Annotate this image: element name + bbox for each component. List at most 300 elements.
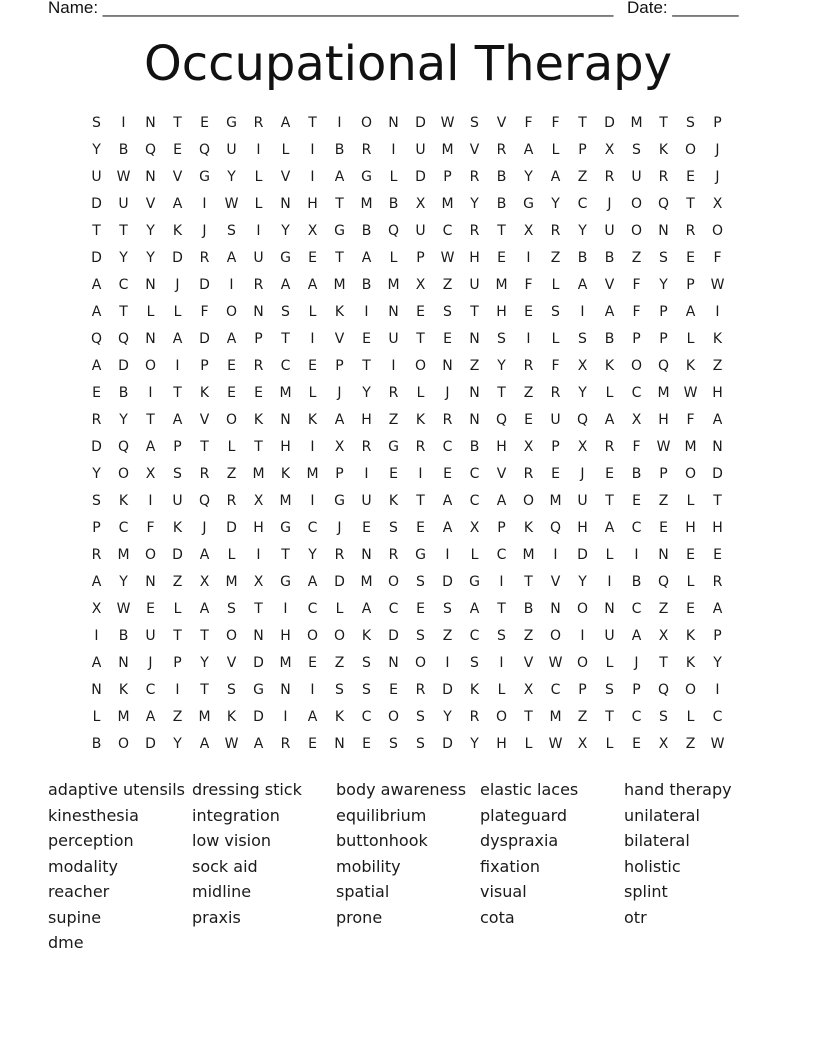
grid-letter[interactable]: T — [308, 115, 317, 131]
grid-letter[interactable]: B — [631, 574, 642, 590]
grid-letter[interactable]: A — [604, 520, 615, 536]
grid-letter[interactable]: L — [605, 547, 614, 563]
grid-letter[interactable]: D — [199, 331, 210, 347]
grid-letter[interactable]: R — [523, 466, 534, 482]
grid-letter[interactable]: B — [388, 196, 399, 212]
grid-letter[interactable]: T — [686, 196, 695, 212]
grid-letter[interactable]: T — [416, 493, 425, 509]
grid-letter[interactable]: R — [496, 142, 507, 158]
grid-letter[interactable]: A — [280, 115, 291, 131]
grid-letter[interactable]: Y — [470, 736, 479, 752]
grid-letter[interactable]: J — [175, 277, 180, 293]
grid-letter[interactable]: S — [443, 304, 452, 320]
grid-letter[interactable]: Z — [631, 250, 642, 266]
grid-letter[interactable]: N — [658, 547, 669, 563]
grid-letter[interactable]: B — [361, 277, 372, 293]
grid-letter[interactable]: C — [631, 709, 642, 725]
grid-letter[interactable]: A — [145, 439, 156, 455]
grid-letter[interactable]: A — [91, 277, 102, 293]
grid-letter[interactable]: Z — [523, 628, 534, 644]
grid-letter[interactable]: B — [469, 439, 480, 455]
grid-letter[interactable]: Q — [657, 574, 670, 590]
grid-letter[interactable]: O — [414, 358, 427, 374]
grid-letter[interactable]: A — [199, 547, 210, 563]
grid-letter[interactable]: X — [658, 628, 669, 644]
grid-letter[interactable]: O — [117, 736, 130, 752]
grid-letter[interactable]: V — [469, 142, 480, 158]
grid-letter[interactable]: Z — [685, 736, 696, 752]
grid-letter[interactable]: I — [364, 466, 369, 482]
grid-letter[interactable]: L — [254, 196, 263, 212]
grid-letter[interactable]: H — [496, 304, 507, 320]
grid-letter[interactable]: S — [605, 682, 614, 698]
grid-letter[interactable]: A — [307, 574, 318, 590]
grid-letter[interactable]: M — [441, 196, 454, 212]
grid-letter[interactable]: X — [469, 520, 480, 536]
grid-letter[interactable]: L — [92, 709, 101, 725]
grid-letter[interactable]: X — [658, 736, 669, 752]
grid-letter[interactable]: C — [469, 466, 480, 482]
grid-letter[interactable]: K — [604, 358, 615, 374]
grid-letter[interactable]: I — [148, 385, 153, 401]
grid-letter[interactable]: P — [686, 277, 695, 293]
grid-letter[interactable]: S — [281, 304, 290, 320]
grid-letter[interactable]: C — [361, 709, 372, 725]
grid-letter[interactable]: G — [199, 169, 210, 185]
grid-letter[interactable]: S — [659, 709, 668, 725]
grid-letter[interactable]: A — [226, 250, 237, 266]
grid-letter[interactable]: P — [659, 331, 668, 347]
grid-letter[interactable]: T — [713, 493, 722, 509]
grid-letter[interactable]: J — [715, 169, 720, 185]
grid-letter[interactable]: Z — [577, 709, 588, 725]
grid-letter[interactable]: A — [91, 304, 102, 320]
grid-letter[interactable]: D — [118, 358, 129, 374]
grid-letter[interactable]: L — [605, 736, 614, 752]
grid-letter[interactable]: N — [604, 601, 615, 617]
grid-letter[interactable]: K — [712, 331, 723, 347]
grid-letter[interactable]: F — [632, 304, 641, 320]
grid-letter[interactable]: T — [497, 223, 506, 239]
grid-letter[interactable]: G — [334, 223, 345, 239]
grid-letter[interactable]: I — [310, 169, 315, 185]
grid-letter[interactable]: N — [280, 682, 291, 698]
grid-letter[interactable]: Z — [334, 655, 345, 671]
grid-letter[interactable]: I — [175, 682, 180, 698]
grid-letter[interactable]: A — [172, 196, 183, 212]
grid-letter[interactable]: M — [522, 547, 535, 563]
grid-letter[interactable]: Z — [469, 358, 480, 374]
grid-letter[interactable]: A — [334, 412, 345, 428]
grid-letter[interactable]: C — [442, 439, 453, 455]
grid-letter[interactable]: F — [200, 304, 209, 320]
grid-letter[interactable]: T — [362, 358, 371, 374]
grid-letter[interactable]: H — [496, 736, 507, 752]
grid-letter[interactable]: P — [254, 331, 263, 347]
grid-letter[interactable]: X — [577, 439, 588, 455]
grid-letter[interactable]: U — [415, 223, 426, 239]
grid-letter[interactable]: T — [281, 331, 290, 347]
grid-letter[interactable]: S — [416, 736, 425, 752]
grid-letter[interactable]: I — [418, 466, 423, 482]
grid-letter[interactable]: T — [173, 628, 182, 644]
grid-letter[interactable]: O — [684, 142, 697, 158]
grid-letter[interactable]: Y — [470, 196, 479, 212]
grid-letter[interactable]: E — [308, 655, 317, 671]
grid-letter[interactable]: I — [202, 196, 207, 212]
grid-letter[interactable]: P — [335, 466, 344, 482]
grid-letter[interactable]: J — [202, 520, 207, 536]
grid-letter[interactable]: O — [360, 115, 373, 131]
grid-letter[interactable]: H — [496, 439, 507, 455]
grid-letter[interactable]: H — [577, 520, 588, 536]
grid-letter[interactable]: D — [253, 655, 264, 671]
grid-letter[interactable]: R — [199, 250, 210, 266]
grid-letter[interactable]: L — [389, 250, 398, 266]
grid-letter[interactable]: E — [389, 466, 398, 482]
grid-letter[interactable]: L — [686, 574, 695, 590]
grid-letter[interactable]: E — [146, 601, 155, 617]
grid-letter[interactable]: E — [227, 385, 236, 401]
grid-letter[interactable]: P — [443, 169, 452, 185]
grid-letter[interactable]: Z — [712, 358, 723, 374]
grid-letter[interactable]: W — [710, 736, 725, 752]
grid-letter[interactable]: K — [685, 655, 696, 671]
grid-letter[interactable]: Q — [495, 412, 508, 428]
grid-letter[interactable]: A — [91, 574, 102, 590]
grid-letter[interactable]: E — [362, 331, 371, 347]
grid-letter[interactable]: Y — [308, 547, 317, 563]
grid-letter[interactable]: T — [254, 601, 263, 617]
grid-letter[interactable]: M — [441, 142, 454, 158]
grid-letter[interactable]: Y — [443, 709, 452, 725]
grid-letter[interactable]: I — [94, 628, 99, 644]
grid-letter[interactable]: B — [604, 250, 615, 266]
grid-letter[interactable]: M — [495, 277, 508, 293]
grid-letter[interactable]: J — [337, 520, 342, 536]
grid-letter[interactable]: X — [307, 223, 318, 239]
grid-letter[interactable]: N — [712, 439, 723, 455]
grid-letter[interactable]: N — [469, 385, 480, 401]
grid-letter[interactable]: A — [442, 493, 453, 509]
grid-letter[interactable]: Q — [657, 682, 670, 698]
grid-letter[interactable]: L — [335, 601, 344, 617]
grid-letter[interactable]: K — [388, 493, 399, 509]
grid-letter[interactable]: K — [469, 682, 480, 698]
grid-letter[interactable]: R — [415, 439, 426, 455]
grid-letter[interactable]: R — [253, 115, 264, 131]
grid-letter[interactable]: I — [526, 250, 531, 266]
grid-letter[interactable]: E — [686, 547, 695, 563]
grid-letter[interactable]: P — [713, 628, 722, 644]
grid-letter[interactable]: Y — [92, 466, 101, 482]
grid-letter[interactable]: Z — [388, 412, 399, 428]
grid-letter[interactable]: B — [631, 466, 642, 482]
grid-letter[interactable]: L — [605, 655, 614, 671]
grid-letter[interactable]: S — [389, 520, 398, 536]
grid-letter[interactable]: D — [442, 736, 453, 752]
grid-letter[interactable]: S — [335, 682, 344, 698]
grid-letter[interactable]: P — [713, 115, 722, 131]
grid-letter[interactable]: I — [580, 304, 585, 320]
grid-letter[interactable]: Z — [226, 466, 237, 482]
grid-letter[interactable]: L — [227, 439, 236, 455]
grid-letter[interactable]: F — [551, 115, 560, 131]
grid-letter[interactable]: O — [144, 358, 157, 374]
grid-letter[interactable]: S — [92, 115, 101, 131]
grid-letter[interactable]: K — [307, 412, 318, 428]
grid-letter[interactable]: B — [604, 331, 615, 347]
grid-letter[interactable]: V — [145, 196, 156, 212]
grid-letter[interactable]: E — [713, 547, 722, 563]
grid-letter[interactable]: K — [172, 223, 183, 239]
grid-letter[interactable]: N — [442, 358, 453, 374]
grid-letter[interactable]: J — [634, 655, 639, 671]
grid-letter[interactable]: R — [226, 493, 237, 509]
grid-letter[interactable]: I — [256, 142, 261, 158]
grid-letter[interactable]: E — [686, 169, 695, 185]
grid-letter[interactable]: W — [116, 601, 131, 617]
grid-letter[interactable]: G — [253, 682, 264, 698]
grid-letter[interactable]: N — [388, 115, 399, 131]
grid-letter[interactable]: M — [252, 466, 265, 482]
grid-letter[interactable]: Y — [173, 736, 182, 752]
grid-letter[interactable]: M — [549, 493, 562, 509]
grid-letter[interactable]: U — [226, 142, 237, 158]
grid-letter[interactable]: T — [335, 196, 344, 212]
grid-letter[interactable]: A — [469, 601, 480, 617]
grid-letter[interactable]: S — [227, 682, 236, 698]
grid-letter[interactable]: I — [445, 547, 450, 563]
grid-letter[interactable]: W — [224, 196, 239, 212]
grid-letter[interactable]: R — [253, 358, 264, 374]
grid-letter[interactable]: N — [469, 412, 480, 428]
grid-letter[interactable]: O — [144, 547, 157, 563]
grid-letter[interactable]: A — [280, 277, 291, 293]
grid-letter[interactable]: O — [711, 223, 724, 239]
grid-letter[interactable]: P — [551, 439, 560, 455]
grid-letter[interactable]: N — [469, 331, 480, 347]
grid-letter[interactable]: F — [524, 277, 533, 293]
grid-letter[interactable]: F — [713, 250, 722, 266]
grid-letter[interactable]: P — [497, 520, 506, 536]
grid-letter[interactable]: M — [279, 493, 292, 509]
grid-letter[interactable]: W — [548, 736, 563, 752]
grid-letter[interactable]: I — [283, 601, 288, 617]
date-field-label[interactable]: Date: _______ — [627, 0, 739, 17]
grid-letter[interactable]: Y — [578, 385, 587, 401]
grid-letter[interactable]: I — [175, 358, 180, 374]
grid-letter[interactable]: N — [145, 574, 156, 590]
grid-letter[interactable]: Q — [657, 196, 670, 212]
grid-letter[interactable]: C — [469, 493, 480, 509]
grid-letter[interactable]: N — [253, 628, 264, 644]
grid-letter[interactable]: A — [172, 331, 183, 347]
grid-letter[interactable]: Z — [658, 601, 669, 617]
grid-letter[interactable]: K — [226, 709, 237, 725]
grid-letter[interactable]: O — [495, 709, 508, 725]
grid-letter[interactable]: T — [497, 601, 506, 617]
grid-letter[interactable]: G — [280, 250, 291, 266]
grid-letter[interactable]: G — [334, 493, 345, 509]
grid-letter[interactable]: L — [686, 493, 695, 509]
grid-letter[interactable]: V — [172, 169, 183, 185]
grid-letter[interactable]: G — [226, 115, 237, 131]
grid-letter[interactable]: R — [388, 547, 399, 563]
grid-letter[interactable]: L — [551, 142, 560, 158]
grid-letter[interactable]: L — [389, 169, 398, 185]
grid-letter[interactable]: E — [92, 385, 101, 401]
grid-letter[interactable]: M — [549, 709, 562, 725]
grid-letter[interactable]: Z — [442, 277, 453, 293]
grid-letter[interactable]: C — [307, 520, 318, 536]
grid-letter[interactable]: E — [389, 682, 398, 698]
grid-letter[interactable]: A — [523, 142, 534, 158]
grid-letter[interactable]: Y — [200, 655, 209, 671]
grid-letter[interactable]: J — [337, 385, 342, 401]
grid-letter[interactable]: J — [148, 655, 153, 671]
grid-letter[interactable]: X — [415, 277, 426, 293]
grid-letter[interactable]: P — [200, 358, 209, 374]
grid-letter[interactable]: G — [280, 574, 291, 590]
grid-letter[interactable]: O — [630, 358, 643, 374]
grid-letter[interactable]: I — [310, 331, 315, 347]
grid-letter[interactable]: H — [712, 520, 723, 536]
grid-letter[interactable]: K — [361, 628, 372, 644]
grid-letter[interactable]: U — [172, 493, 183, 509]
grid-letter[interactable]: G — [523, 196, 534, 212]
grid-letter[interactable]: D — [91, 250, 102, 266]
grid-letter[interactable]: T — [254, 439, 263, 455]
grid-letter[interactable]: E — [632, 736, 641, 752]
grid-letter[interactable]: R — [550, 223, 561, 239]
grid-letter[interactable]: C — [469, 628, 480, 644]
grid-letter[interactable]: E — [443, 466, 452, 482]
grid-letter[interactable]: X — [631, 412, 642, 428]
grid-letter[interactable]: S — [470, 115, 479, 131]
grid-letter[interactable]: O — [684, 682, 697, 698]
grid-letter[interactable]: L — [173, 601, 182, 617]
grid-letter[interactable]: L — [254, 169, 263, 185]
grid-letter[interactable]: C — [631, 520, 642, 536]
grid-letter[interactable]: D — [172, 250, 183, 266]
grid-letter[interactable]: N — [145, 115, 156, 131]
grid-letter[interactable]: X — [145, 466, 156, 482]
grid-letter[interactable]: S — [659, 250, 668, 266]
grid-letter[interactable]: M — [225, 574, 238, 590]
grid-letter[interactable]: S — [362, 655, 371, 671]
grid-letter[interactable]: C — [631, 385, 642, 401]
grid-letter[interactable]: O — [522, 493, 535, 509]
grid-letter[interactable]: T — [173, 385, 182, 401]
grid-letter[interactable]: N — [280, 412, 291, 428]
grid-letter[interactable]: E — [443, 331, 452, 347]
grid-letter[interactable]: D — [442, 682, 453, 698]
grid-letter[interactable]: I — [607, 574, 612, 590]
grid-letter[interactable]: R — [334, 547, 345, 563]
grid-letter[interactable]: E — [605, 466, 614, 482]
grid-letter[interactable]: I — [310, 142, 315, 158]
grid-letter[interactable]: U — [604, 223, 615, 239]
grid-letter[interactable]: P — [416, 250, 425, 266]
grid-letter[interactable]: D — [91, 439, 102, 455]
grid-letter[interactable]: U — [253, 250, 264, 266]
grid-letter[interactable]: X — [253, 493, 264, 509]
grid-letter[interactable]: R — [280, 736, 291, 752]
grid-letter[interactable]: A — [577, 277, 588, 293]
grid-letter[interactable]: C — [631, 601, 642, 617]
grid-letter[interactable]: D — [334, 574, 345, 590]
grid-letter[interactable]: T — [173, 115, 182, 131]
grid-letter[interactable]: Z — [442, 628, 453, 644]
grid-letter[interactable]: B — [496, 196, 507, 212]
grid-letter[interactable]: P — [578, 682, 587, 698]
grid-letter[interactable]: W — [548, 655, 563, 671]
grid-letter[interactable]: U — [469, 277, 480, 293]
grid-letter[interactable]: P — [92, 520, 101, 536]
grid-letter[interactable]: L — [497, 682, 506, 698]
grid-letter[interactable]: H — [280, 439, 291, 455]
grid-letter[interactable]: P — [632, 682, 641, 698]
grid-letter[interactable]: J — [202, 223, 207, 239]
grid-letter[interactable]: P — [173, 439, 182, 455]
grid-letter[interactable]: G — [415, 547, 426, 563]
grid-letter[interactable]: R — [469, 709, 480, 725]
grid-letter[interactable]: M — [360, 574, 373, 590]
grid-letter[interactable]: E — [416, 601, 425, 617]
grid-letter[interactable]: O — [684, 466, 697, 482]
grid-letter[interactable]: S — [578, 331, 587, 347]
grid-letter[interactable]: T — [524, 709, 533, 725]
grid-letter[interactable]: S — [227, 223, 236, 239]
grid-letter[interactable]: N — [334, 736, 345, 752]
grid-letter[interactable]: N — [145, 331, 156, 347]
grid-letter[interactable]: T — [200, 439, 209, 455]
grid-letter[interactable]: X — [577, 358, 588, 374]
grid-letter[interactable]: R — [658, 169, 669, 185]
grid-letter[interactable]: E — [308, 358, 317, 374]
grid-letter[interactable]: T — [578, 115, 587, 131]
grid-letter[interactable]: Y — [551, 196, 560, 212]
grid-letter[interactable]: H — [469, 250, 480, 266]
grid-letter[interactable]: X — [334, 439, 345, 455]
grid-letter[interactable]: L — [146, 304, 155, 320]
grid-letter[interactable]: A — [91, 655, 102, 671]
grid-letter[interactable]: I — [310, 439, 315, 455]
grid-letter[interactable]: L — [605, 385, 614, 401]
grid-letter[interactable]: L — [227, 547, 236, 563]
grid-letter[interactable]: D — [442, 574, 453, 590]
grid-letter[interactable]: K — [658, 142, 669, 158]
grid-letter[interactable]: B — [523, 601, 534, 617]
grid-letter[interactable]: B — [577, 250, 588, 266]
grid-letter[interactable]: Q — [549, 520, 562, 536]
grid-letter[interactable]: A — [307, 709, 318, 725]
grid-letter[interactable]: B — [91, 736, 102, 752]
grid-letter[interactable]: U — [415, 142, 426, 158]
grid-letter[interactable]: E — [524, 412, 533, 428]
grid-letter[interactable]: M — [306, 466, 319, 482]
grid-letter[interactable]: O — [225, 412, 238, 428]
grid-letter[interactable]: O — [387, 574, 400, 590]
grid-letter[interactable]: L — [551, 277, 560, 293]
grid-letter[interactable]: N — [253, 304, 264, 320]
grid-letter[interactable]: T — [605, 709, 614, 725]
grid-letter[interactable]: I — [310, 493, 315, 509]
grid-letter[interactable]: L — [416, 385, 425, 401]
grid-letter[interactable]: C — [118, 277, 129, 293]
grid-letter[interactable]: E — [308, 736, 317, 752]
